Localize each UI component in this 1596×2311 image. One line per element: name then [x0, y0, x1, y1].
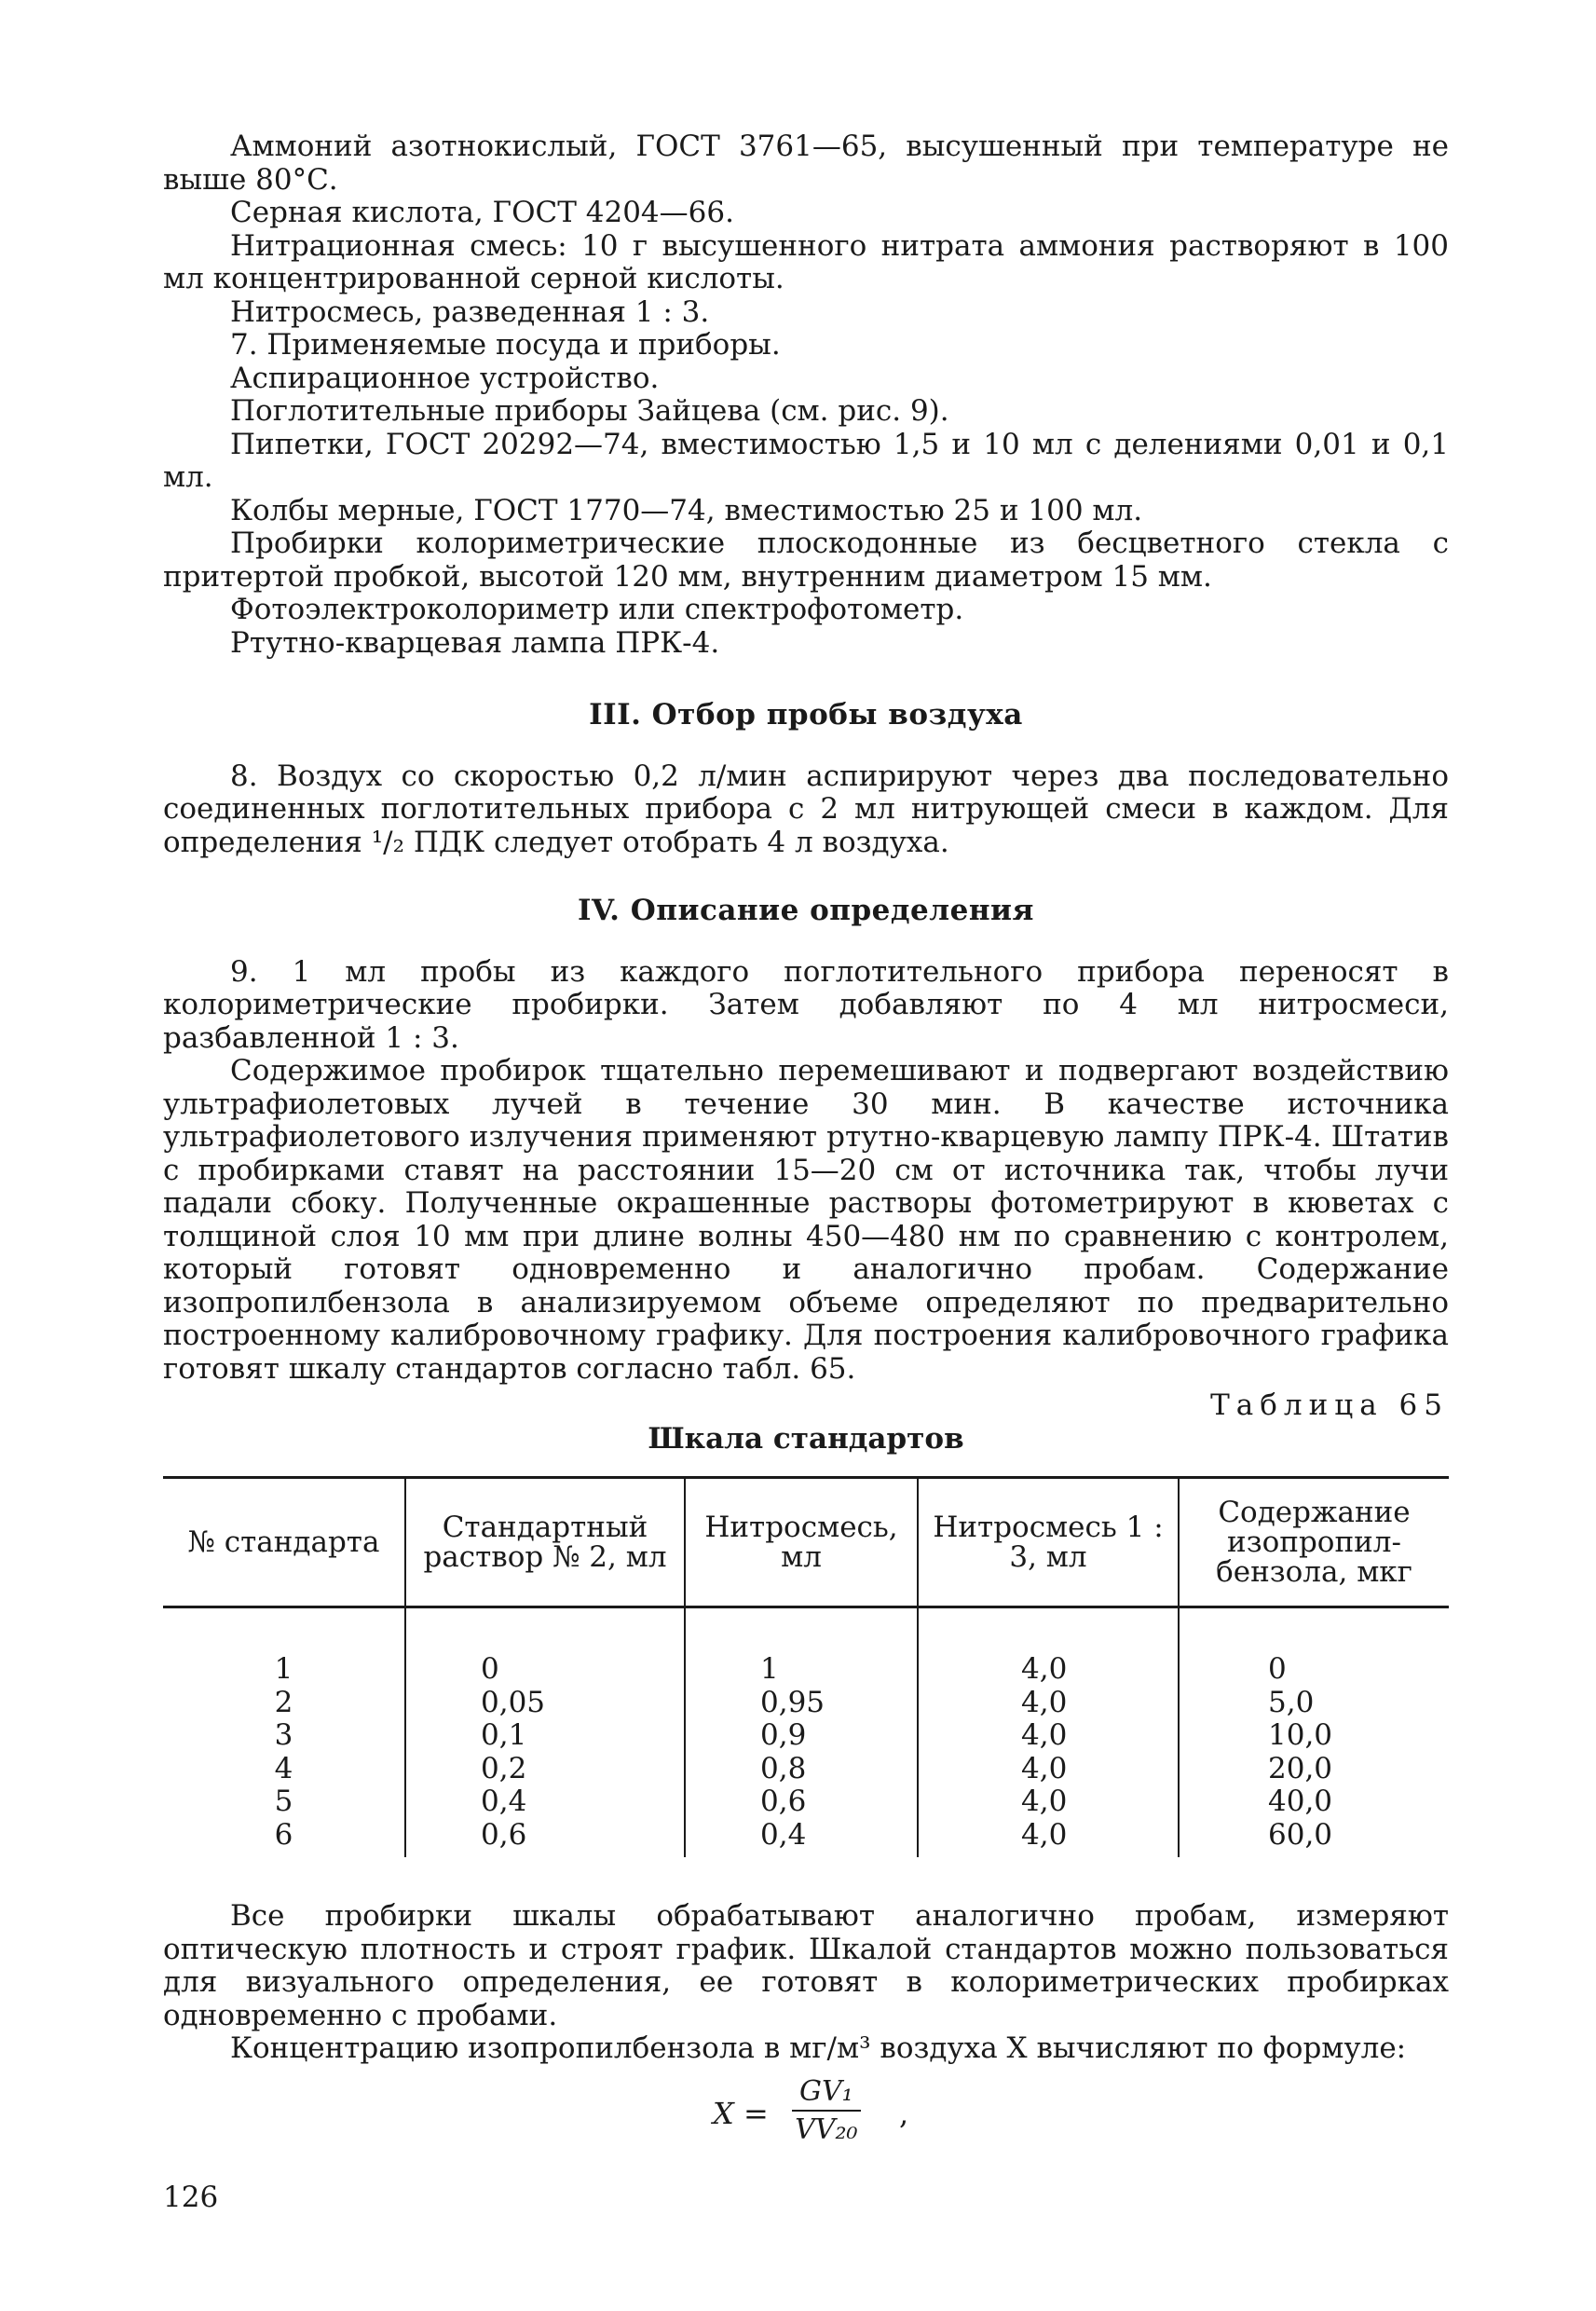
paragraph: Пипетки, ГОСТ 20292—74, вместимостью 1,5 и 10 мл с делениями 0,01 и 0,1 мл.	[163, 427, 1449, 494]
table-cell: 0,6	[481, 1817, 527, 1852]
table-title: Шкала стандартов	[648, 1421, 964, 1456]
page-content	[163, 130, 1449, 2159]
paragraph: Нитрационная смесь: 10 г высушенного нитрата аммония растворяют в 100 мл концентрированной серной кислоты.	[163, 228, 1449, 295]
table-column-standard-solution	[405, 1607, 685, 1858]
table-cell: 4,0	[1021, 1751, 1068, 1785]
table-body-row	[163, 1607, 1449, 1858]
paragraph: Аммоний азотнокислый, ГОСТ 3761—65, высушенный при температуре не выше 80°С.	[163, 130, 1449, 197]
table-cell: 0,8	[760, 1751, 807, 1785]
table-number: Таблица 65	[1210, 1388, 1449, 1422]
table-cell: 0,4	[760, 1817, 807, 1852]
paragraph: 8. Воздух со скоростью 0,2 л/мин аспирируют через два последовательно соединенных поглотительных прибора с 2 мл нитрующей смеси в каждом. Для определения ¹/₂ ПДК следует отобрать 4 л воздуха.	[163, 759, 1449, 859]
table-header-row	[163, 1478, 1449, 1607]
paragraph: Ртутно-кварцевая лампа ПРК-4.	[230, 625, 720, 660]
table-column-nitro-mix-diluted	[918, 1607, 1179, 1858]
page-number: 126	[163, 2181, 219, 2214]
table-cell: 4,0	[1021, 1817, 1068, 1852]
paragraph: Колбы мерные, ГОСТ 1770—74, вместимостью 25 и 100 мл.	[230, 493, 1143, 527]
table-cell: 3	[274, 1718, 293, 1752]
table-column-nitro-mix	[685, 1607, 918, 1858]
formula-lhs: X =	[713, 2095, 769, 2131]
table-column-content	[1179, 1607, 1449, 1858]
table-cell: 5,0	[1268, 1685, 1315, 1719]
table-cell: 4,0	[1021, 1685, 1068, 1719]
paragraph: Фотоэлектроколориметр или спектрофотометр.	[230, 593, 964, 626]
paragraph: Все пробирки шкалы обрабатывают аналогично пробам, измеряют оптическую плотность и строят график. Шкалой стандартов можно пользоваться для визуального определения, ее готовят в колориметрических пробирках одновременно с пробами.	[163, 1899, 1449, 2032]
formula-fraction	[792, 2075, 861, 2146]
paragraph: Аспирационное устройство.	[230, 361, 660, 395]
paragraph: Содержимое пробирок тщательно перемешивают и подвергают воздействию ультрафиолетовых лучей в течение 30 мин. В качестве источника ультрафиолетового излучения применяют ртутно-кварцевую лампу ПРК-4. Штатив с пробирками ставят на расстоянии 15—20 см от источника так, чтобы лучи падали сбоку. Полученные окрашенные растворы фотометрируют в кюветах с толщиной слоя 10 мм при длине волны 450—480 нм по сравнению с контролем, который готовят одновременно и аналогично пробам. Содержание изопропилбензола в анализируемом объеме определяют по предварительно построенному калибровочному графику. Для построения калибровочного графика готовят шкалу стандартов согласно табл. 65.	[163, 1054, 1449, 1386]
table-cell: 0,4	[481, 1785, 527, 1818]
paragraph: Пробирки колориметрические плоскодонные из бесцветного стекла с притертой пробкой, высотой 120 мм, внутренним диаметром 15 мм.	[163, 526, 1449, 594]
column-header: Содержание изопропил-бензола, мкг	[1179, 1478, 1449, 1607]
column-header: Нитросмесь, мл	[685, 1478, 918, 1607]
table-cell: 4,0	[1021, 1652, 1068, 1686]
table-cell: 1	[274, 1652, 293, 1686]
column-header: Стандартный раствор № 2, мл	[405, 1478, 685, 1607]
paragraph: 9. 1 мл пробы из каждого поглотительного прибора переносят в колориметрические пробирки. Затем добавляют по 4 мл нитросмеси, разбавленной 1 : 3.	[163, 954, 1449, 1055]
section-heading-3: III. Отбор пробы воздуха	[589, 698, 1023, 732]
table-cell: 5	[274, 1785, 293, 1818]
formula-trail: ,	[899, 2095, 909, 2131]
table-column-standard-no	[163, 1607, 405, 1858]
paragraph: Концентрацию изопропилбензола в мг/м³ воздуха X вычисляют по формуле:	[230, 2031, 1407, 2065]
table-cell: 0,2	[481, 1751, 527, 1785]
table-cell: 40,0	[1268, 1785, 1333, 1818]
table-cell: 2	[274, 1685, 293, 1719]
table-cell: 0,9	[760, 1718, 807, 1752]
table-cell: 0,95	[760, 1685, 825, 1719]
table-cell: 20,0	[1268, 1751, 1333, 1785]
paragraph: Поглотительные приборы Зайцева (см. рис. 9).	[230, 394, 949, 428]
paragraph: 7. Применяемые посуда и приборы.	[230, 328, 781, 362]
table-cell: 4	[274, 1751, 293, 1785]
column-header: № стандарта	[187, 1525, 380, 1559]
column-header: Нитросмесь 1 : 3, мл	[918, 1478, 1179, 1607]
table-cell: 60,0	[1268, 1817, 1333, 1852]
paragraph: Нитросмесь, разведенная 1 : 3.	[230, 294, 710, 329]
paragraph: Серная кислота, ГОСТ 4204—66.	[230, 196, 734, 229]
reagents-list	[163, 130, 1449, 660]
table-cell: 0	[1268, 1652, 1287, 1686]
table-cell: 0	[481, 1652, 499, 1686]
formula-denominator: VV₂₀	[795, 2113, 858, 2146]
table-cell: 4,0	[1021, 1718, 1068, 1752]
table-cell: 0,05	[481, 1685, 546, 1719]
formula-numerator: GV₁	[792, 2075, 861, 2112]
table-cell: 6	[274, 1817, 293, 1852]
section-heading-4: IV. Описание определения	[578, 894, 1034, 927]
table-cell: 4,0	[1021, 1785, 1068, 1818]
standards-table	[163, 1476, 1449, 1857]
table-cell: 0,1	[481, 1718, 527, 1752]
formula	[163, 2075, 1449, 2159]
table-cell: 1	[760, 1652, 779, 1686]
table-cell: 0,6	[760, 1785, 807, 1818]
table-cell: 10,0	[1268, 1718, 1333, 1752]
